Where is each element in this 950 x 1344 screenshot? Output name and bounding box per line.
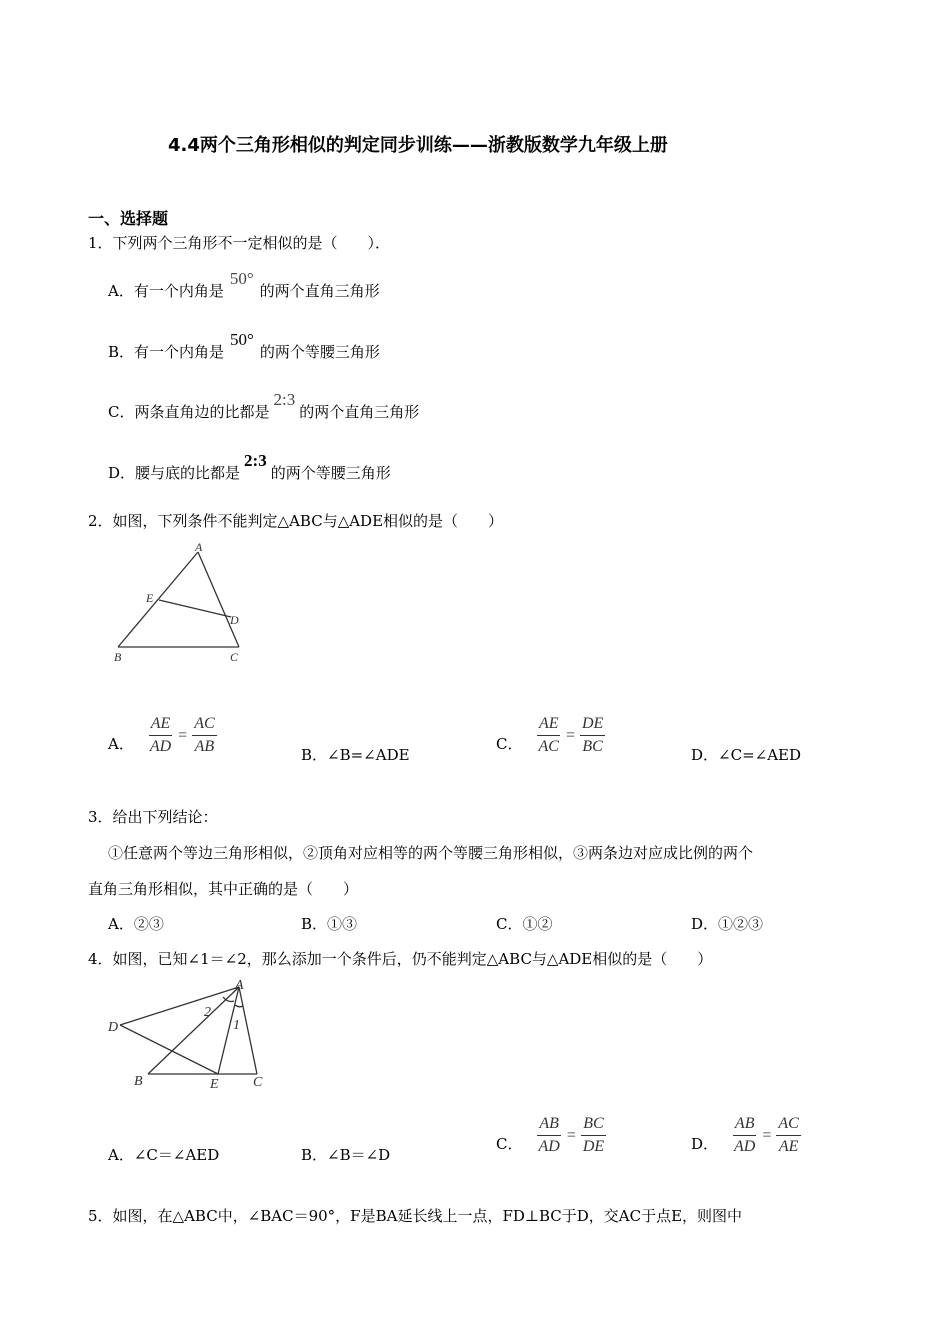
q1-option-d[interactable] (108, 451, 391, 483)
page-title: 4.4两个三角形相似的判定同步训练——浙教版数学九年级上册 (168, 135, 668, 156)
q2-option-c-frac1: $\frac{AE}{AC}$ (538, 715, 559, 755)
q4-option-c-label: C． (496, 1135, 523, 1153)
q3-option-c[interactable]: C．①② (496, 915, 553, 933)
q2-side-ab (118, 552, 198, 647)
q4-label-1: 1 (233, 1018, 240, 1033)
q1-option-a-pre: A．有一个内角是 (108, 282, 224, 300)
q4-label-e: E (210, 1077, 219, 1092)
q4-option-c[interactable] (496, 1115, 606, 1156)
q2-option-c[interactable] (496, 715, 605, 756)
q1-option-b[interactable] (108, 330, 380, 362)
q2-side-ac (198, 552, 239, 647)
q1-option-c-pre: C．两条直角边的比都是 (108, 403, 270, 421)
q2-option-a-label: A． (108, 735, 134, 753)
q4-option-d-frac1: $\frac{AB}{AD}$ (734, 1115, 756, 1155)
q2-label-c: C (230, 650, 239, 664)
q4-option-c-frac1: $\frac{AB}{AD}$ (538, 1115, 560, 1155)
q4-side-ad (120, 987, 239, 1025)
q1-option-b-post: 的两个等腰三角形 (259, 343, 380, 361)
q5-stem: 5．如图，在△ABC中，∠BAC＝90°，F是BA延长线上一点，FD⊥BC于D，交AC于点E，则图中 (88, 1207, 743, 1225)
q1-option-a-post: 的两个直角三角形 (259, 282, 380, 300)
q2-option-a-eq: = (178, 726, 188, 744)
q1-option-d-math: 2:3 (244, 451, 267, 470)
q1-option-d-pre: D．腰与底的比都是 (108, 464, 241, 482)
q2-option-a[interactable] (108, 715, 217, 756)
q4-label-a: A (235, 978, 244, 993)
q2-label-a: A (195, 540, 203, 554)
q1-option-b-math: 50° (230, 330, 254, 349)
q4-option-d-label: D． (691, 1135, 719, 1153)
q4-label-b: B (134, 1074, 143, 1089)
q2-option-b[interactable]: B．∠B=∠ADE (301, 746, 410, 764)
q1-stem: 1．下列两个三角形不一定相似的是（ ）． (88, 234, 391, 252)
q1-option-c-post: 的两个直角三角形 (299, 403, 420, 421)
q3-stem: 3．给出下列结论： (88, 808, 218, 826)
q2-option-a-frac2: $\frac{AC}{AB}$ (194, 715, 215, 755)
q4-label-d: D (108, 1020, 119, 1035)
q2-label-e: E (146, 591, 154, 605)
q4-angle-1-arc (235, 1005, 243, 1007)
q4-label-2: 2 (204, 1005, 211, 1020)
q4-option-b[interactable]: B．∠B＝∠D (301, 1146, 391, 1164)
q1-option-c-math: 2:3 (273, 390, 296, 409)
q2-option-c-eq: = (565, 726, 575, 744)
q2-label-b: B (114, 650, 122, 664)
q4-option-d-frac2: $\frac{AC}{AE}$ (778, 1115, 799, 1155)
q1-option-a[interactable] (108, 269, 380, 301)
q3-line1: ①任意两个等边三角形相似，②顶角对应相等的两个等腰三角形相似，③两条边对应成比例的两个 (108, 844, 754, 862)
q1-option-a-math: 50° (229, 269, 254, 288)
q2-stem: 2．如图，下列条件不能判定△ABC与△ADE相似的是（ ） (88, 512, 504, 530)
q3-line2: 直角三角形相似，其中正确的是（ ） (88, 880, 359, 898)
q4-figure (100, 975, 280, 1095)
q1-option-b-pre: B．有一个内角是 (108, 343, 225, 361)
q4-option-c-frac2: $\frac{BC}{DE}$ (582, 1115, 605, 1155)
q3-option-b[interactable]: B．①③ (301, 915, 358, 933)
q4-option-a[interactable]: A．∠C＝∠AED (108, 1146, 220, 1164)
q4-side-de (120, 1025, 218, 1074)
q2-option-c-label: C． (496, 735, 523, 753)
q4-option-d[interactable] (691, 1115, 801, 1156)
q2-option-c-frac2: $\frac{DE}{BC}$ (581, 715, 604, 755)
q2-option-a-frac1: $\frac{AE}{AD}$ (149, 715, 172, 755)
q4-side-ac (239, 987, 257, 1074)
q4-label-c: C (253, 1075, 263, 1090)
q1-option-c[interactable] (108, 390, 420, 422)
q3-option-a[interactable]: A．②③ (108, 915, 164, 933)
q4-option-c-eq: = (566, 1126, 576, 1144)
q1-option-d-post: 的两个等腰三角形 (270, 464, 391, 482)
q2-figure (105, 538, 255, 668)
q2-label-d: D (230, 613, 239, 627)
q2-option-d[interactable]: D．∠C=∠AED (691, 746, 802, 764)
q3-option-d[interactable]: D．①②③ (691, 915, 764, 933)
q4-option-d-eq: = (762, 1126, 772, 1144)
q4-stem: 4．如图，已知∠1＝∠2，那么添加一个条件后，仍不能判定△ABC与△ADE相似的是（ ） (88, 950, 713, 968)
section-heading: 一、选择题 (88, 209, 169, 228)
